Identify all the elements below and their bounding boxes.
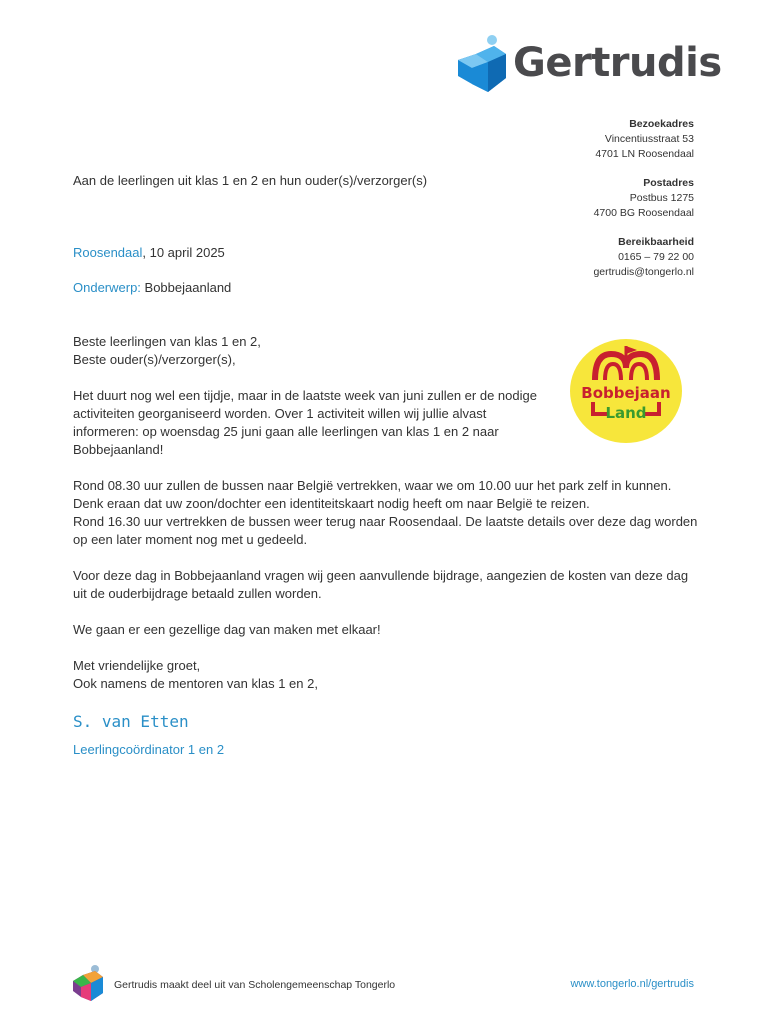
paragraph-line: informeren: op woensdag 25 juni gaan alle leerlingen van klas 1 en 2 naar [73,424,499,439]
paragraph-line: Bobbejaanland! [73,442,164,457]
contact-info [593,235,694,280]
recipient-line: Aan de leerlingen uit klas 1 en 2 en hun ouder(s)/verzorger(s) [73,173,428,188]
visit-heading: Bezoekadres [629,118,694,130]
visit-line2: 4701 LN Roosendaal [595,148,694,160]
paragraph-line: Rond 08.30 uur zullen de bussen naar België vertrekken, waar we om 10.00 uur het park zelf in kunnen. [73,478,672,493]
paragraph-schedule [73,477,697,549]
closing-greeting: Met vriendelijke groet, [73,658,201,673]
bobbejaanland-logo-icon [569,338,683,444]
signature-name: S. van Etten [73,712,189,731]
paragraph-line: Denk eraan dat uw zoon/dochter een identiteitskaart nodig heeft om naar België te reizen. [73,496,590,511]
bobbejaanland-badge [569,338,683,444]
paragraph-line: activiteiten georganiseerd worden. Over 1 activiteit willen wij jullie alvast [73,406,487,421]
visit-line1: Vincentiusstraat 53 [604,133,694,145]
paragraph-line: Het duurt nog wel een tijdje, maar in de laatste week van juni zullen er de nodige [73,388,537,403]
footer-text: Gertrudis maakt deel uit van Scholengemeenschap Tongerlo [114,979,396,991]
footer-website-link[interactable]: www.tongerlo.nl/gertrudis [570,978,694,990]
subject-line [73,279,231,297]
reach-heading: Bereikbaarheid [618,236,694,248]
gertrudis-logo [458,34,722,98]
visit-address [595,117,694,162]
email-address[interactable]: gertrudis@tongerlo.nl [593,266,694,278]
post-line1: Postbus 1275 [629,192,694,204]
paragraph-line: op een later moment nog met u gedeeld. [73,532,308,547]
paragraph-line: Voor deze dag in Bobbejaanland vragen wij geen aanvullende bijdrage, aangezien de kosten van deze dag [73,568,689,583]
tongerlo-logo [73,965,105,1003]
tongerlo-cube-icon [73,965,105,1003]
badge-line1: Bobbejaan [581,384,671,402]
post-heading: Postadres [643,177,694,189]
paragraph-line: Rond 16.30 uur vertrekken de bussen weer terug naar Roosendaal. De laatste details over deze dag worden [73,514,698,529]
greeting-students: Beste leerlingen van klas 1 en 2, [73,334,261,349]
paragraph-costs [73,567,688,603]
place-label: Roosendaal [73,245,143,260]
closing-mentors: Ook namens de mentoren van klas 1 en 2, [73,676,318,691]
paragraph-intro [73,387,537,459]
greeting-parents: Beste ouder(s)/verzorger(s), [73,352,236,367]
post-line2: 4700 BG Roosendaal [593,207,694,219]
paragraph-line: uit de ouderbijdrage betaald zullen worden. [73,586,322,601]
subject-label: Onderwerp: [73,280,141,295]
badge-line2: Land [605,404,647,422]
paragraph-closing-remark: We gaan er een gezellige dag van maken met elkaar! [73,622,381,637]
subject-text: Bobbejaanland [140,280,232,295]
phone-number: 0165 – 79 22 00 [618,251,694,263]
signature-role: Leerlingcoördinator 1 en 2 [73,742,225,757]
greeting [73,333,261,369]
letter-date: , 10 april 2025 [142,245,225,260]
brand-name: Gertrudis [513,40,722,86]
post-address [594,176,694,221]
cube-logo-icon [458,34,514,98]
closing [73,657,318,693]
date-line [73,244,225,262]
